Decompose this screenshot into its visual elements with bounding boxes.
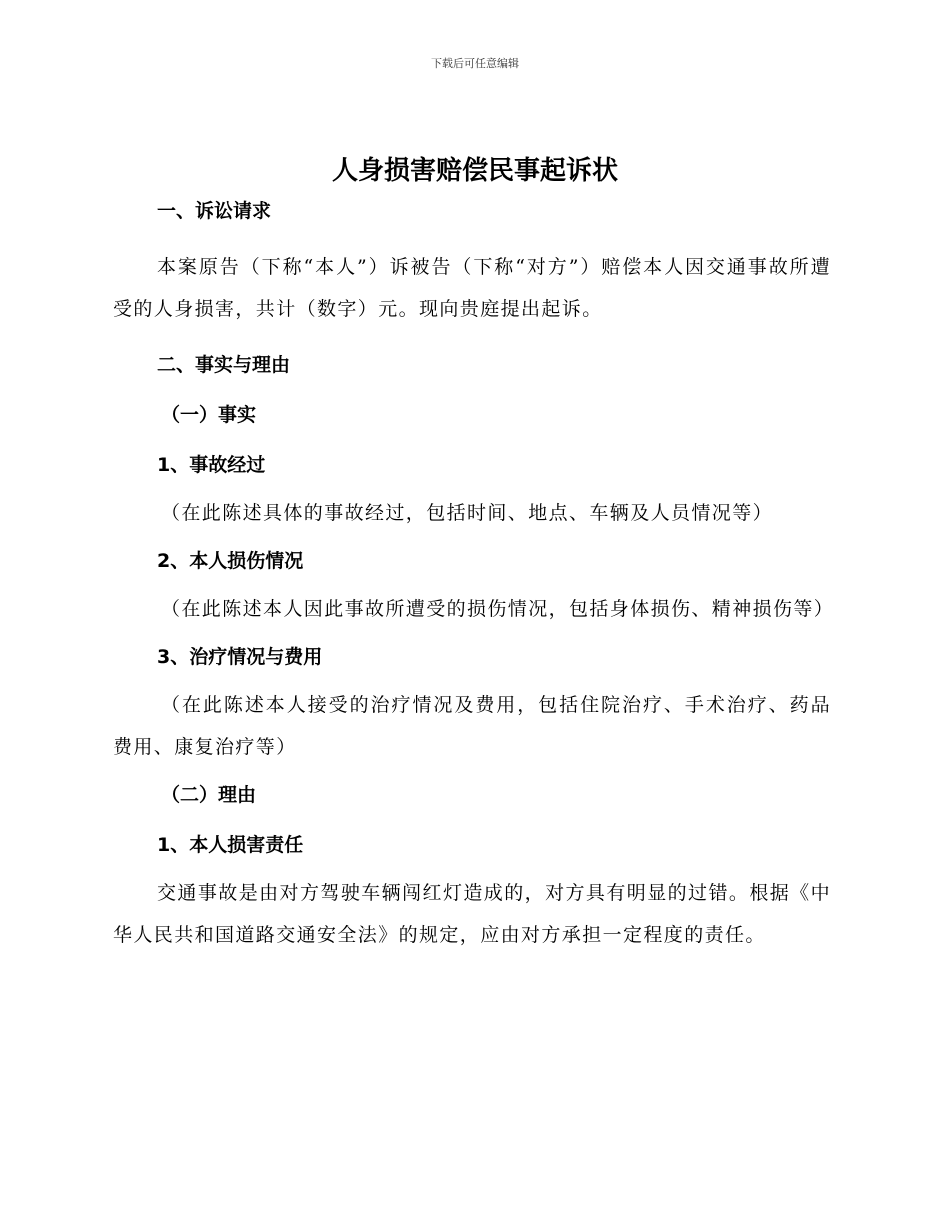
facts-heading: （一）事实 <box>161 404 257 426</box>
facts-reasons-heading: 二、事实与理由 <box>157 354 291 376</box>
injury-heading: 2、本人损伤情况 <box>157 550 304 572</box>
liability-heading: 1、本人损害责任 <box>157 834 304 856</box>
claims-paragraph: 本案原告（下称“本人”）诉被告（下称“对方”）赔偿本人因交通事故所遭受的人身损害，共计（数字）元。现向贵庭提出起诉。 <box>113 256 831 320</box>
accident-heading: 1、事故经过 <box>157 454 266 476</box>
accident-paragraph: （在此陈述具体的事故经过，包括时间、地点、车辆及人员情况等） <box>161 502 774 524</box>
document-title: 人身损害赔偿民事起诉状 <box>331 156 618 186</box>
treatment-paragraph: （在此陈述本人接受的治疗情况及费用，包括住院治疗、手术治疗、药品费用、康复治疗等） <box>113 694 831 758</box>
treatment-heading: 3、治疗情况与费用 <box>157 646 323 668</box>
header-note: 下载后可任意编辑 <box>431 57 519 70</box>
liability-paragraph: 交通事故是由对方驾驶车辆闯红灯造成的，对方具有明显的过错。根据《中华人民共和国道路交通安全法》的规定，应由对方承担一定程度的责任。 <box>113 882 831 946</box>
reasons-heading: （二）理由 <box>161 784 257 806</box>
claims-heading: 一、诉讼请求 <box>157 200 272 222</box>
injury-paragraph: （在此陈述本人因此事故所遭受的损伤情况，包括身体损伤、精神损伤等） <box>161 598 835 620</box>
document-body <box>113 196 835 956</box>
